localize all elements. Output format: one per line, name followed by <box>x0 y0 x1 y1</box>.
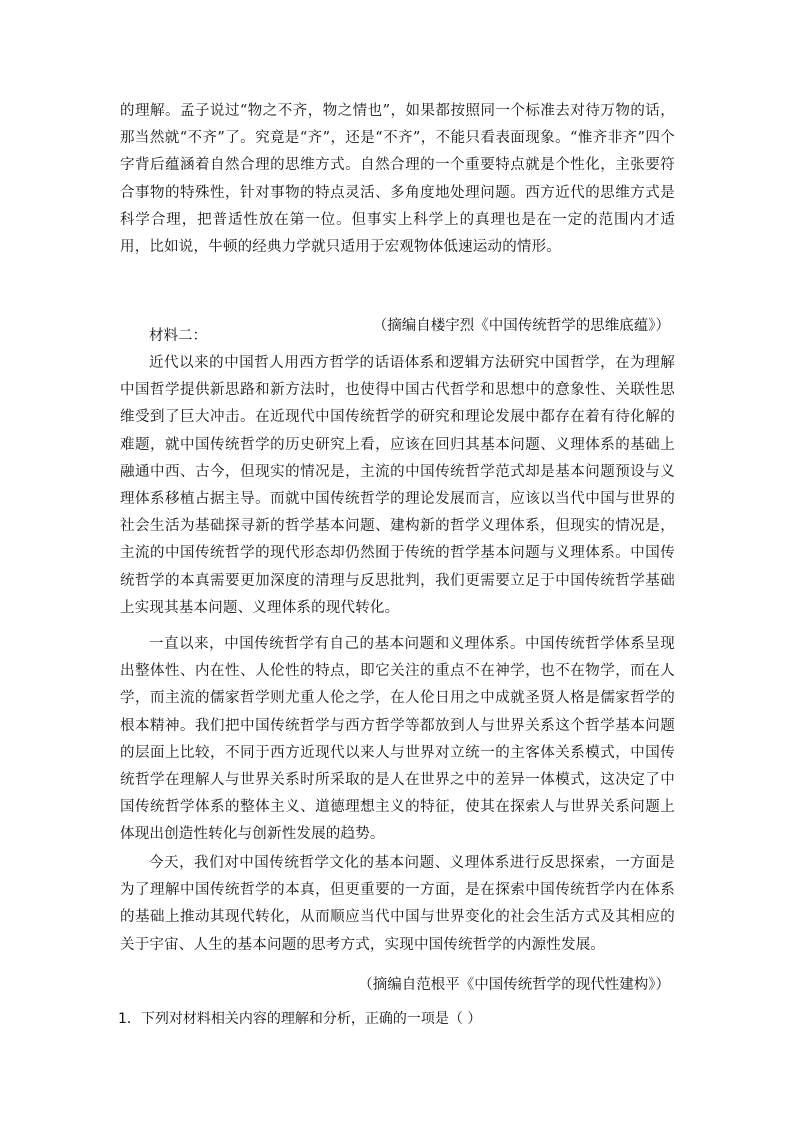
material-two-paragraph-1: 近代以来的中国哲人用西方哲学的话语体系和逻辑方法研究中国哲学，在为理解中国哲学提供新思路和新方法时，也使得中国古代哲学和思想中的意象性、关联性思维受到了巨大冲击。在近现代中国传统哲学的研究和理论发展中都存在着有待化解的难题，就中国传统哲学的历史研究上看，应该在回归其基本问题、义理体系的基础上融通中西、古今，但现实的情况是，主流的中国传统哲学范式却是基本问题预设与义理体系移植占据主导。而就中国传统哲学的理论发展而言，应该以当代中国与世界的社会生活为基础探寻新的哲学基本问题、建构新的哲学义理体系，但现实的情况是，主流的中国传统哲学的现代形态却仍然囿于传统的哲学基本问题与义理体系。中国传统哲学的本真需要更加深度的清理与反思批判，我们更需要立足于中国传统哲学基础上实现其基本问题、义理体系的现代转化。 <box>120 355 675 616</box>
material-two-source-citation: （摘编自范根平《中国传统哲学的现代性建构》） <box>358 977 670 993</box>
material-two-paragraph-2: 一直以来，中国传统哲学有自己的基本问题和义理体系。中国传统哲学体系呈现出整体性、内在性、人伦性的特点，即它关注的重点不在神学，也不在物学，而在人学，而主流的儒家哲学则尤重人伦之学，在人伦日用之中成就圣贤人格是儒家哲学的根本精神。我们把中国传统哲学与西方哲学等都放到人与世界关系这个哲学基本问题的层面上比较，不同于西方近现代以来人与世界对立统一的主客体关系模式，中国传统哲学在理解人与世界关系时所采取的是人在世界之中的差异一体模式，这决定了中国传统哲学体系的整体主义、道德理想主义的特征，使其在探索人与世界关系问题上体现出创造性转化与创新性发展的趋势。 <box>120 636 675 843</box>
material-two-paragraph-3: 今天，我们对中国传统哲学文化的基本问题、义理体系进行反思探索，一方面是为了理解中国传统哲学的本真，但更重要的一方面，是在探索中国传统哲学内在体系的基础上推动其现代转化，从而顺应当代中国与世界变化的社会生活方式及其相应的关于宇宙、人生的基本问题的思考方式，实现中国传统哲学的内源性发展。 <box>120 855 675 953</box>
material-one-source-citation: （摘编自楼宇烈《中国传统哲学的思维底蕴》） <box>372 318 670 334</box>
question-1-stem: 1．下列对材料相关内容的理解和分析，正确的一项是（ ） <box>118 1011 482 1027</box>
material-one-closing-paragraph: 的理解。孟子说过“物之不齐，物之情也”，如果都按照同一个标准去对待万物的话，那当然就“不齐”了。究竟是“齐”，还是“不齐”，不能只看表面现象。“惟齐非齐”四个字背后蕴涵着自然合理的思维方式。自然合理的一个重要特点就是个性化，主张要符合事物的特殊性，针对事物的特点灵活、多角度地处理问题。西方近代的思维方式是科学合理，把普适性放在第一位。但事实上科学上的真理也是在一定的范围内才适用，比如说，牛顿的经典力学就只适用于宏观物体低速运动的情形。 <box>120 103 675 256</box>
material-two-heading: 材料二： <box>149 328 207 344</box>
